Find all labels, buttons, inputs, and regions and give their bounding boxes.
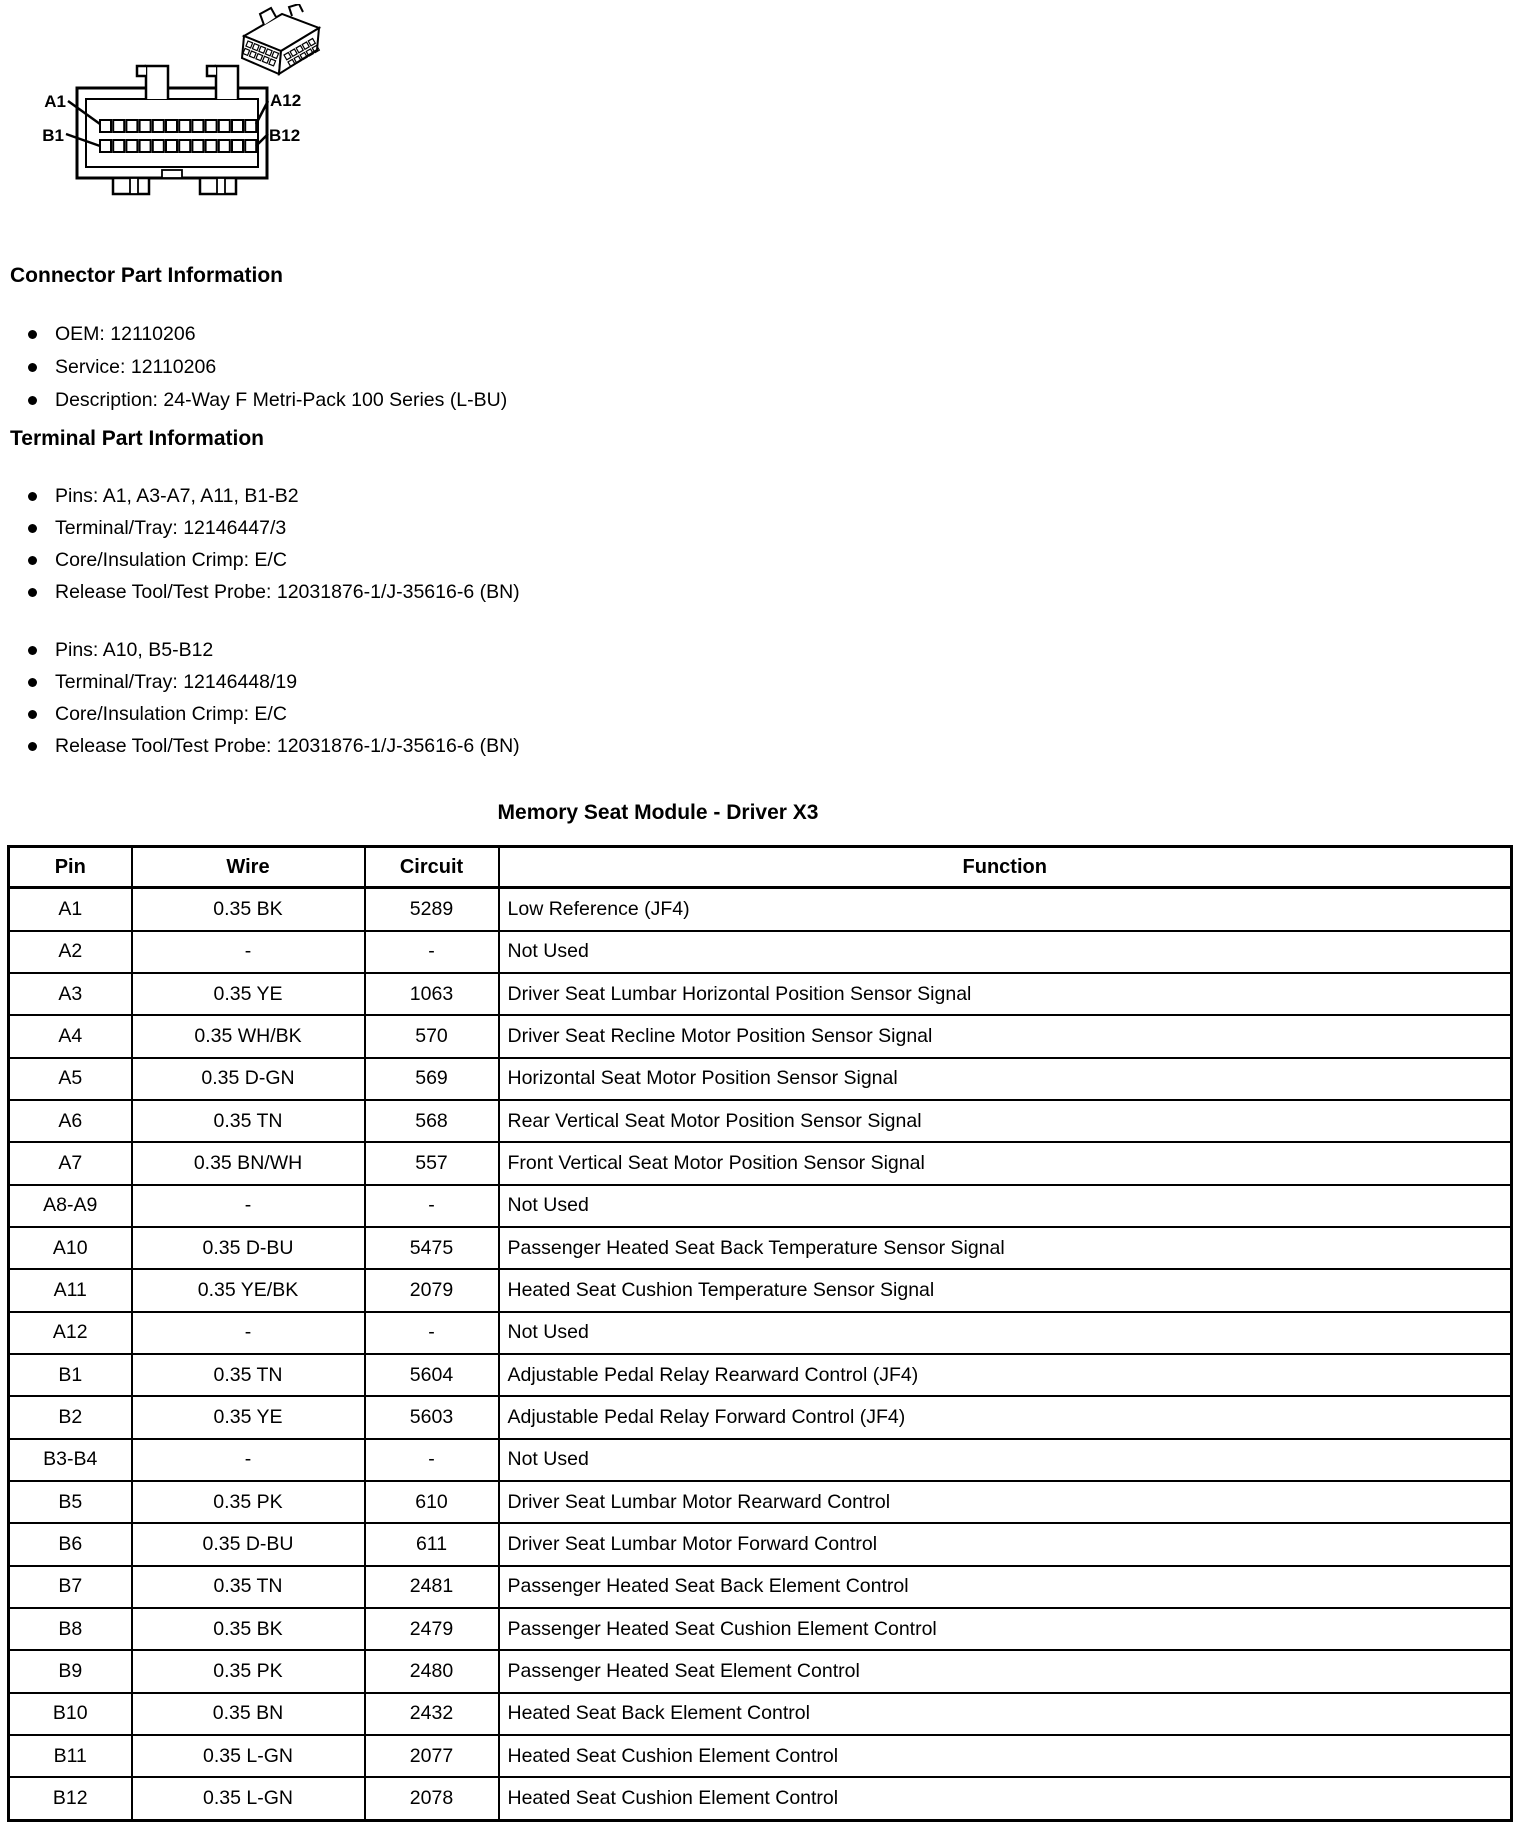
pin-cell: B11 [9,1735,132,1777]
bullet-item: Description: 24-Way F Metri-Pack 100 Series (L-BU) [0,384,1200,417]
bullet-item: Release Tool/Test Probe: 12031876-1/J-35616-6 (BN) [0,576,1200,608]
table-row [9,1354,1512,1396]
circuit-cell: 570 [365,1015,499,1057]
connector-iso-view [242,4,319,74]
function-cell: Passenger Heated Seat Back Element Control [499,1566,1512,1608]
function-cell: Adjustable Pedal Relay Forward Control (JF4) [499,1396,1512,1438]
table-row [9,1777,1512,1820]
function-cell: Not Used [499,1439,1512,1481]
table-row [9,1142,1512,1184]
wire-cell: 0.35 YE/BK [132,1269,365,1311]
pin-cell: B2 [9,1396,132,1438]
circuit-cell: 2078 [365,1777,499,1820]
function-cell: Low Reference (JF4) [499,888,1512,931]
wire-cell: 0.35 TN [132,1100,365,1142]
pin-cell: A10 [9,1227,132,1269]
pin-cell: A4 [9,1015,132,1057]
wire-cell: 0.35 YE [132,1396,365,1438]
table-row [9,888,1512,931]
circuit-cell: 5289 [365,888,499,931]
terminal-part-info-heading: Terminal Part Information [10,427,264,450]
wire-cell: 0.35 TN [132,1566,365,1608]
function-cell: Horizontal Seat Motor Position Sensor Signal [499,1058,1512,1100]
bullet-item: Terminal/Tray: 12146447/3 [0,512,1200,544]
function-cell: Heated Seat Cushion Element Control [499,1735,1512,1777]
wire-cell: 0.35 PK [132,1481,365,1523]
bullet-item: Core/Insulation Crimp: E/C [0,544,1200,576]
function-cell: Heated Seat Cushion Element Control [499,1777,1512,1820]
circuit-cell: - [365,1185,499,1227]
table-row [9,1693,1512,1735]
terminal-part-info-group-2 [0,634,1200,762]
pin-label-b12: B12 [269,126,301,145]
table-row [9,1269,1512,1311]
table-row [9,1312,1512,1354]
circuit-cell: - [365,1312,499,1354]
bullet-item: Service: 12110206 [0,351,1200,384]
function-cell: Driver Seat Lumbar Motor Forward Control [499,1523,1512,1565]
bullet-item: Release Tool/Test Probe: 12031876-1/J-35616-6 (BN) [0,730,1200,762]
table-row [9,1523,1512,1565]
table-body [9,888,1512,1821]
pin-cell: B12 [9,1777,132,1820]
pin-cell: B3-B4 [9,1439,132,1481]
bullet-item: Core/Insulation Crimp: E/C [0,698,1200,730]
pinout-table [7,845,1513,1822]
pin-cell: B10 [9,1693,132,1735]
circuit-cell: 5604 [365,1354,499,1396]
function-cell: Driver Seat Lumbar Motor Rearward Control [499,1481,1512,1523]
table-row [9,1439,1512,1481]
table-header-row [9,847,1512,888]
circuit-cell: 610 [365,1481,499,1523]
wire-cell: - [132,1185,365,1227]
function-cell: Front Vertical Seat Motor Position Sensor Signal [499,1142,1512,1184]
header-wire: Wire [132,847,365,888]
circuit-cell: 2481 [365,1566,499,1608]
wire-cell: 0.35 L-GN [132,1777,365,1820]
function-cell: Heated Seat Back Element Control [499,1693,1512,1735]
terminal-part-info-group-1 [0,480,1200,608]
header-function: Function [499,847,1512,888]
pin-cell: A1 [9,888,132,931]
function-cell: Adjustable Pedal Relay Rearward Control (JF4) [499,1354,1512,1396]
header-circuit: Circuit [365,847,499,888]
table-title: Memory Seat Module - Driver X3 [497,801,819,824]
wire-cell: 0.35 WH/BK [132,1015,365,1057]
table-row [9,1227,1512,1269]
wire-cell: 0.35 BN [132,1693,365,1735]
circuit-cell: 5603 [365,1396,499,1438]
circuit-cell: 2432 [365,1693,499,1735]
table-row [9,1396,1512,1438]
circuit-cell: 1063 [365,973,499,1015]
wire-cell: 0.35 D-BU [132,1227,365,1269]
connector-part-info-heading: Connector Part Information [10,264,284,287]
wire-cell: 0.35 L-GN [132,1735,365,1777]
table-row [9,1735,1512,1777]
wire-cell: 0.35 YE [132,973,365,1015]
pin-cell: B6 [9,1523,132,1565]
circuit-cell: 569 [365,1058,499,1100]
table-row [9,931,1512,973]
function-cell: Not Used [499,931,1512,973]
circuit-cell: 5475 [365,1227,499,1269]
wire-cell: - [132,931,365,973]
table-row [9,1566,1512,1608]
pin-label-a1: A1 [44,92,66,111]
function-cell: Rear Vertical Seat Motor Position Sensor Signal [499,1100,1512,1142]
bullet-item: Terminal/Tray: 12146448/19 [0,666,1200,698]
circuit-cell: - [365,1439,499,1481]
wire-cell: 0.35 D-BU [132,1523,365,1565]
pin-cell: B1 [9,1354,132,1396]
pin-cell: A7 [9,1142,132,1184]
wire-cell: 0.35 D-GN [132,1058,365,1100]
table-row [9,1481,1512,1523]
circuit-cell: 2077 [365,1735,499,1777]
wire-cell: 0.35 BN/WH [132,1142,365,1184]
wire-cell: 0.35 TN [132,1354,365,1396]
function-cell: Heated Seat Cushion Temperature Sensor Signal [499,1269,1512,1311]
pin-cell: A2 [9,931,132,973]
table-row [9,973,1512,1015]
pin-cell: A6 [9,1100,132,1142]
wire-cell: - [132,1312,365,1354]
circuit-cell: 2479 [365,1608,499,1650]
function-cell: Driver Seat Lumbar Horizontal Position Sensor Signal [499,973,1512,1015]
circuit-cell: 568 [365,1100,499,1142]
table-row [9,1100,1512,1142]
circuit-cell: - [365,931,499,973]
circuit-cell: 557 [365,1142,499,1184]
connector-front-view [66,66,268,194]
table-row [9,1058,1512,1100]
wire-cell: - [132,1439,365,1481]
table-row [9,1650,1512,1692]
pin-cell: B5 [9,1481,132,1523]
circuit-cell: 2480 [365,1650,499,1692]
bullet-item: OEM: 12110206 [0,318,1200,351]
pin-cell: B7 [9,1566,132,1608]
pin-cell: B9 [9,1650,132,1692]
table-row [9,1608,1512,1650]
table-row [9,1185,1512,1227]
pin-cell: A12 [9,1312,132,1354]
table-row [9,1015,1512,1057]
function-cell: Not Used [499,1185,1512,1227]
function-cell: Not Used [499,1312,1512,1354]
pin-label-b1: B1 [42,126,64,145]
function-cell: Passenger Heated Seat Cushion Element Control [499,1608,1512,1650]
connector-diagram [20,4,332,200]
function-cell: Passenger Heated Seat Back Temperature Sensor Signal [499,1227,1512,1269]
function-cell: Driver Seat Recline Motor Position Sensor Signal [499,1015,1512,1057]
connector-part-info-list [0,318,1200,417]
function-cell: Passenger Heated Seat Element Control [499,1650,1512,1692]
pin-cell: A11 [9,1269,132,1311]
pin-cell: A3 [9,973,132,1015]
bullet-item: Pins: A1, A3-A7, A11, B1-B2 [0,480,1200,512]
header-pin: Pin [9,847,132,888]
circuit-cell: 611 [365,1523,499,1565]
wire-cell: 0.35 PK [132,1650,365,1692]
bullet-item: Pins: A10, B5-B12 [0,634,1200,666]
pin-cell: B8 [9,1608,132,1650]
circuit-cell: 2079 [365,1269,499,1311]
pin-cell: A8-A9 [9,1185,132,1227]
wire-cell: 0.35 BK [132,888,365,931]
pin-label-a12: A12 [270,91,302,110]
pin-cell: A5 [9,1058,132,1100]
wire-cell: 0.35 BK [132,1608,365,1650]
